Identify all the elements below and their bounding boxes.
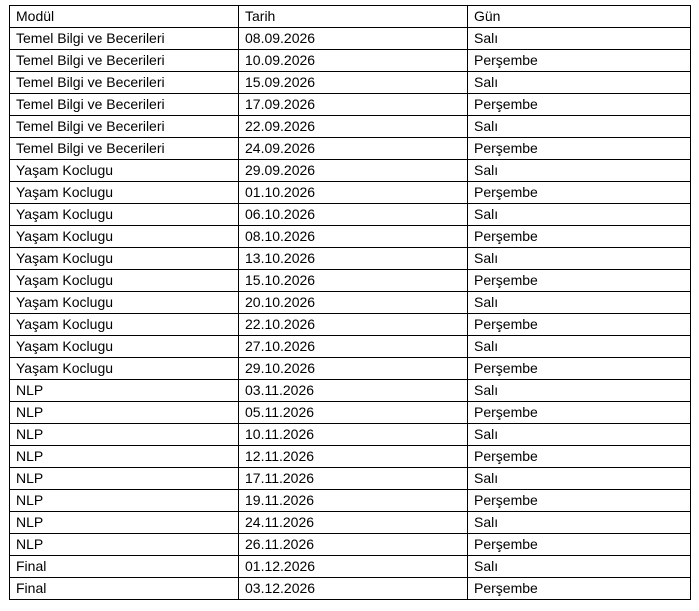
module-cell: Final <box>10 556 239 578</box>
table-row <box>10 534 691 556</box>
table-row <box>10 28 691 50</box>
table-row <box>10 358 691 380</box>
module-cell: NLP <box>10 446 239 468</box>
table-row <box>10 248 691 270</box>
date-cell: 10.09.2026 <box>239 50 468 72</box>
module-cell: Yaşam Koclugu <box>10 292 239 314</box>
day-cell: Perşembe <box>468 50 691 72</box>
module-cell: Final <box>10 578 239 600</box>
table-row <box>10 380 691 402</box>
date-cell: 19.11.2026 <box>239 490 468 512</box>
module-cell: NLP <box>10 512 239 534</box>
table-row <box>10 50 691 72</box>
day-cell: Salı <box>468 160 691 182</box>
module-cell: Yaşam Koclugu <box>10 336 239 358</box>
day-cell: Perşembe <box>468 138 691 160</box>
date-cell: 08.10.2026 <box>239 226 468 248</box>
date-cell: 12.11.2026 <box>239 446 468 468</box>
column-header-day: Gün <box>468 6 691 28</box>
day-cell: Salı <box>468 424 691 446</box>
date-cell: 20.10.2026 <box>239 292 468 314</box>
module-cell: Yaşam Koclugu <box>10 182 239 204</box>
day-cell: Salı <box>468 336 691 358</box>
date-cell: 13.10.2026 <box>239 248 468 270</box>
table-row <box>10 94 691 116</box>
table-row <box>10 292 691 314</box>
table-row <box>10 226 691 248</box>
day-cell: Perşembe <box>468 490 691 512</box>
date-cell: 06.10.2026 <box>239 204 468 226</box>
table-row <box>10 556 691 578</box>
day-cell: Salı <box>468 116 691 138</box>
date-cell: 03.11.2026 <box>239 380 468 402</box>
date-cell: 22.09.2026 <box>239 116 468 138</box>
table-row <box>10 446 691 468</box>
day-cell: Salı <box>468 468 691 490</box>
day-cell: Perşembe <box>468 402 691 424</box>
table-row <box>10 402 691 424</box>
module-cell: NLP <box>10 402 239 424</box>
table-row <box>10 160 691 182</box>
day-cell: Perşembe <box>468 182 691 204</box>
table-row <box>10 468 691 490</box>
module-cell: NLP <box>10 490 239 512</box>
column-header-date: Tarih <box>239 6 468 28</box>
day-cell: Salı <box>468 248 691 270</box>
table-row <box>10 138 691 160</box>
day-cell: Perşembe <box>468 226 691 248</box>
schedule-container <box>9 5 691 600</box>
module-cell: Yaşam Koclugu <box>10 160 239 182</box>
module-cell: Temel Bilgi ve Becerileri <box>10 94 239 116</box>
module-cell: Yaşam Koclugu <box>10 226 239 248</box>
date-cell: 24.09.2026 <box>239 138 468 160</box>
date-cell: 10.11.2026 <box>239 424 468 446</box>
day-cell: Perşembe <box>468 94 691 116</box>
module-cell: Yaşam Koclugu <box>10 270 239 292</box>
date-cell: 22.10.2026 <box>239 314 468 336</box>
date-cell: 17.09.2026 <box>239 94 468 116</box>
date-cell: 01.10.2026 <box>239 182 468 204</box>
date-cell: 17.11.2026 <box>239 468 468 490</box>
day-cell: Salı <box>468 512 691 534</box>
header-row <box>10 6 691 28</box>
column-header-module: Modül <box>10 6 239 28</box>
module-cell: Temel Bilgi ve Becerileri <box>10 28 239 50</box>
day-cell: Salı <box>468 204 691 226</box>
day-cell: Perşembe <box>468 534 691 556</box>
day-cell: Perşembe <box>468 314 691 336</box>
schedule-table <box>9 5 691 600</box>
date-cell: 15.09.2026 <box>239 72 468 94</box>
day-cell: Salı <box>468 72 691 94</box>
module-cell: Yaşam Koclugu <box>10 204 239 226</box>
table-row <box>10 72 691 94</box>
module-cell: Temel Bilgi ve Becerileri <box>10 116 239 138</box>
table-row <box>10 424 691 446</box>
day-cell: Perşembe <box>468 270 691 292</box>
module-cell: NLP <box>10 424 239 446</box>
table-row <box>10 336 691 358</box>
date-cell: 01.12.2026 <box>239 556 468 578</box>
table-row <box>10 182 691 204</box>
module-cell: NLP <box>10 534 239 556</box>
table-row <box>10 490 691 512</box>
day-cell: Perşembe <box>468 446 691 468</box>
module-cell: Yaşam Koclugu <box>10 358 239 380</box>
table-row <box>10 314 691 336</box>
day-cell: Salı <box>468 292 691 314</box>
date-cell: 24.11.2026 <box>239 512 468 534</box>
table-row <box>10 578 691 600</box>
date-cell: 08.09.2026 <box>239 28 468 50</box>
date-cell: 15.10.2026 <box>239 270 468 292</box>
day-cell: Salı <box>468 380 691 402</box>
date-cell: 05.11.2026 <box>239 402 468 424</box>
day-cell: Salı <box>468 556 691 578</box>
module-cell: NLP <box>10 380 239 402</box>
date-cell: 03.12.2026 <box>239 578 468 600</box>
date-cell: 26.11.2026 <box>239 534 468 556</box>
day-cell: Perşembe <box>468 358 691 380</box>
date-cell: 27.10.2026 <box>239 336 468 358</box>
table-row <box>10 270 691 292</box>
table-row <box>10 512 691 534</box>
module-cell: Yaşam Koclugu <box>10 248 239 270</box>
module-cell: Temel Bilgi ve Becerileri <box>10 50 239 72</box>
module-cell: NLP <box>10 468 239 490</box>
day-cell: Salı <box>468 28 691 50</box>
module-cell: Temel Bilgi ve Becerileri <box>10 138 239 160</box>
module-cell: Yaşam Koclugu <box>10 314 239 336</box>
date-cell: 29.09.2026 <box>239 160 468 182</box>
date-cell: 29.10.2026 <box>239 358 468 380</box>
module-cell: Temel Bilgi ve Becerileri <box>10 72 239 94</box>
table-row <box>10 116 691 138</box>
day-cell: Perşembe <box>468 578 691 600</box>
table-row <box>10 204 691 226</box>
